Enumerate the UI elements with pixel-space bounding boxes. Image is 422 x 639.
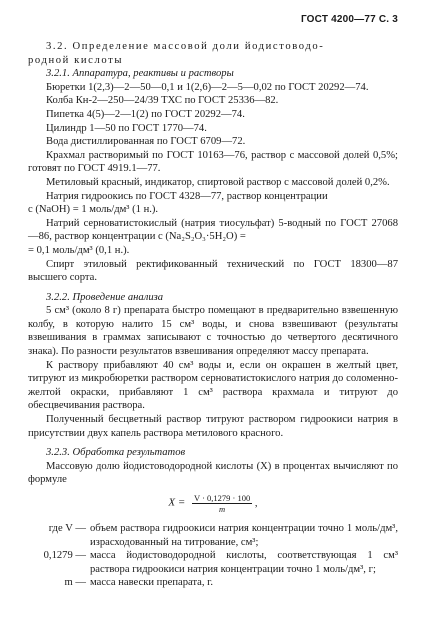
definition-symbol: где V — — [48, 523, 86, 534]
formula-lhs: X = — [168, 496, 186, 509]
definition-symbol: m — — [64, 577, 86, 589]
formula-tail: , — [254, 497, 258, 509]
page-header: ГОСТ 4200—77 С. 3 — [300, 14, 398, 25]
subsection-heading-3-2-1: 3.2.1. Аппаратура, реактивы и растворы — [46, 68, 234, 80]
item-ethanol: Спирт этиловый ректификованный технический по ГОСТ 18300—87 высшего сорта. — [28, 258, 398, 284]
formula-fraction — [192, 493, 252, 514]
item-water: Вода дистиллированная по ГОСТ 6709—72. — [46, 136, 246, 148]
subsection-heading-3-2-3: 3.2.3. Обработка результатов — [46, 447, 186, 459]
item-pipette: Пипетка 4(5)—2—1(2) по ГОСТ 20292—74. — [46, 108, 245, 120]
formula-denominator: m — [219, 504, 226, 514]
item-burettes: Бюретки 1(2,3)—2—50—0,1 и 1(2,6)—2—5—0,02 по ГОСТ 20292—74. — [46, 81, 369, 93]
item-cylinder: Цилиндр 1—50 по ГОСТ 1770—74. — [46, 122, 207, 134]
definition-text: объем раствора гидроокиси натрия концентрации точно 1 моль/дм³, израсходованный на титрование, см³; — [90, 523, 398, 548]
paragraph-procedure-2: К раствору прибавляют 40 см³ воды и, если он окрашен в желтый цвет, титруют из микробюретки раствором серноватистокислого натрия до соломенно-желтой окраски, прибавляют 1 см³ раствора крахмала и титруют до обесцвечивания раствора. — [28, 359, 398, 412]
definition-item — [28, 549, 398, 576]
definition-symbol: 0,1279 — — [43, 550, 86, 562]
paragraph-procedure-3: Полученный бесцветный раствор титруют раствором гидроокиси натрия в присутствии двух капель раствора метилового красного. — [28, 414, 398, 439]
item-naoh-cont: c (NaOH) = 1 моль/дм³ (1 н.). — [28, 204, 159, 216]
item-flask: Колба Кн-2—250—24/39 ТХС по ГОСТ 25336—82. — [46, 95, 279, 107]
item-thiosulfate: Натрий серноватистокислый (натрия тиосульфат) 5-водный по ГОСТ 27068—86, раствор концентрации c (Na₂S₂O₃·5H₂O) = — [28, 217, 398, 243]
document-body — [28, 40, 398, 590]
section-heading-3-2: 3.2. Определение массовой доли йодистоводо- — [46, 41, 325, 52]
section-heading-3-2-cont: родной кислоты — [28, 54, 124, 66]
definition-item — [28, 576, 398, 590]
definition-text: масса навески препарата, г. — [90, 577, 213, 589]
definition-text: масса йодистоводородной кислоты, соответствующая 1 см³ раствора гидроокиси натрия концентрации точно 1 моль/дм³, г; — [90, 550, 398, 575]
subsection-heading-3-2-2: 3.2.2. Проведение анализа — [46, 291, 164, 303]
paragraph-procedure-1: 5 см³ (около 8 г) препарата быстро помещают в предварительно взвешенную колбу, в которую налито 15 см³ воды, и снова взвешивают (результаты взвешивания в граммах записывают с точностью до четвертого десятичного знака). По разности результатов взвешивания определяют массу препарата. — [28, 305, 398, 358]
item-naoh: Натрия гидроокись по ГОСТ 4328—77, раствор концентрации — [46, 190, 328, 202]
definitions-list — [28, 522, 398, 590]
item-starch: Крахмал растворимый по ГОСТ 10163—76, раствор с массовой долей 0,5%; готовят по ГОСТ 4919.1—77. — [28, 149, 398, 175]
item-thiosulfate-cont: = 0,1 моль/дм³ (0,1 н.). — [28, 244, 130, 256]
formula — [28, 493, 398, 514]
definition-item — [28, 522, 398, 549]
item-methyl-red: Метиловый красный, индикатор, спиртовой раствор с массовой долей 0,2%. — [46, 176, 390, 188]
paragraph-results: Массовую долю йодистоводородной кислоты (X) в процентах вычисляют по формуле — [28, 460, 398, 486]
formula-numerator: V · 0,1279 · 100 — [193, 493, 251, 503]
